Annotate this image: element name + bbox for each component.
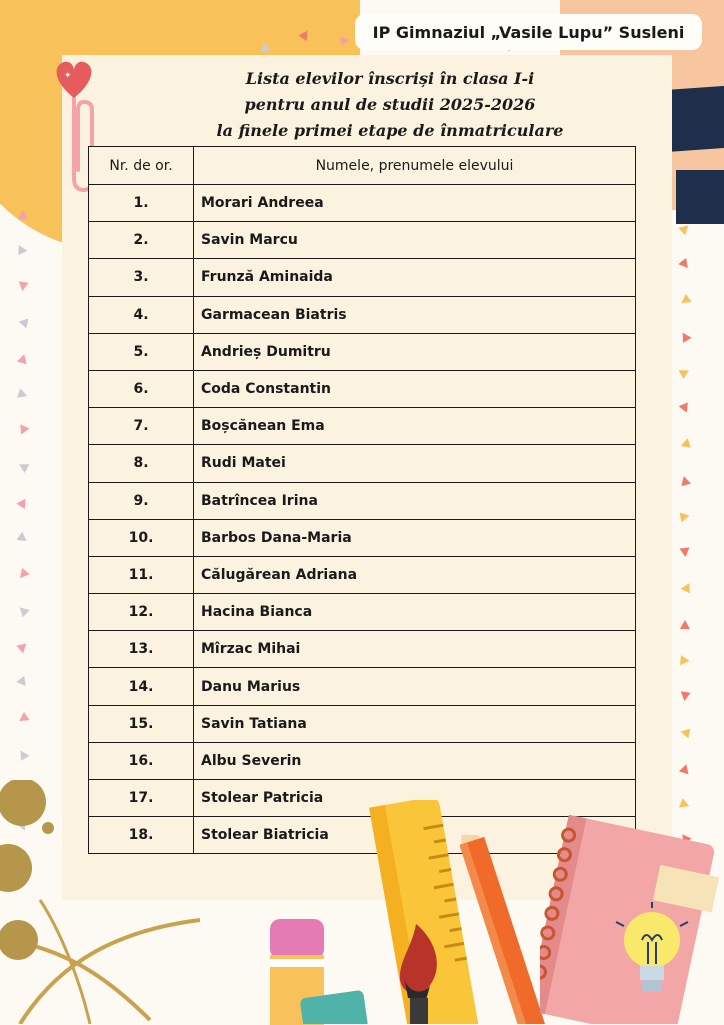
confetti-triangle bbox=[678, 294, 691, 307]
header-number: Nr. de or. bbox=[89, 147, 194, 185]
confetti-triangle bbox=[17, 281, 28, 291]
student-name: Călugărean Adriana bbox=[194, 556, 636, 593]
paintbrush-icon bbox=[386, 920, 456, 1024]
student-name: Mîrzac Mihai bbox=[194, 631, 636, 668]
title-line-2: pentru anul de studii 2025-2026 bbox=[244, 95, 536, 114]
row-number: 18. bbox=[89, 817, 194, 854]
table-row bbox=[89, 259, 636, 296]
table-row bbox=[89, 333, 636, 370]
row-number: 1. bbox=[89, 185, 194, 222]
table-row bbox=[89, 668, 636, 705]
table-row bbox=[89, 519, 636, 556]
table-row bbox=[89, 222, 636, 259]
table-row bbox=[89, 445, 636, 482]
confetti-triangle bbox=[678, 258, 691, 271]
row-number: 7. bbox=[89, 408, 194, 445]
student-name: Coda Constantin bbox=[194, 370, 636, 407]
page-title bbox=[140, 66, 640, 144]
confetti-triangle bbox=[16, 712, 29, 725]
navy-bar-bottom bbox=[676, 170, 724, 224]
confetti-triangle bbox=[16, 568, 29, 581]
table-row bbox=[89, 594, 636, 631]
row-number: 9. bbox=[89, 482, 194, 519]
table-row bbox=[89, 705, 636, 742]
teal-card-icon bbox=[298, 990, 368, 1024]
row-number: 17. bbox=[89, 780, 194, 817]
student-name: Batrîncea Irina bbox=[194, 482, 636, 519]
table-row bbox=[89, 631, 636, 668]
branch-icon bbox=[0, 780, 300, 1024]
confetti-triangle bbox=[680, 620, 690, 629]
title-line-1: Lista elevilor înscriși în clasa I-i bbox=[245, 69, 535, 88]
row-number: 14. bbox=[89, 668, 194, 705]
student-name: Savin Marcu bbox=[194, 222, 636, 259]
pencil-icon bbox=[460, 835, 550, 1024]
row-number: 5. bbox=[89, 333, 194, 370]
row-number: 2. bbox=[89, 222, 194, 259]
student-name: Garmacean Biatris bbox=[194, 296, 636, 333]
confetti-triangle bbox=[680, 583, 690, 593]
row-number: 3. bbox=[89, 259, 194, 296]
row-number: 11. bbox=[89, 556, 194, 593]
student-name: Stolear Patricia bbox=[194, 780, 636, 817]
row-number: 10. bbox=[89, 519, 194, 556]
table-row bbox=[89, 482, 636, 519]
row-number: 12. bbox=[89, 594, 194, 631]
table-header-row bbox=[89, 147, 636, 185]
confetti-triangle bbox=[680, 655, 690, 666]
school-name-badge bbox=[355, 14, 702, 50]
title-line-3: la finele primei etape de înmatriculare bbox=[216, 121, 564, 140]
student-name: Albu Severin bbox=[194, 742, 636, 779]
row-number: 16. bbox=[89, 742, 194, 779]
row-number: 8. bbox=[89, 445, 194, 482]
header-name: Numele, prenumele elevului bbox=[194, 147, 636, 185]
confetti-triangle bbox=[679, 402, 692, 414]
row-number: 4. bbox=[89, 296, 194, 333]
svg-text:✦: ✦ bbox=[64, 71, 72, 81]
table-row bbox=[89, 408, 636, 445]
school-name: IP Gimnaziul „Vasile Lupu” Susleni bbox=[372, 22, 685, 42]
confetti-triangle bbox=[679, 366, 692, 379]
student-name: Morari Andreea bbox=[194, 185, 636, 222]
confetti-triangle bbox=[18, 210, 28, 219]
student-name: Frunză Aminaida bbox=[194, 259, 636, 296]
student-name: Danu Marius bbox=[194, 668, 636, 705]
confetti-triangle bbox=[16, 640, 29, 653]
table-row bbox=[89, 185, 636, 222]
confetti-triangle bbox=[17, 460, 30, 473]
confetti-triangle bbox=[16, 676, 29, 689]
student-name: Stolear Biatricia bbox=[194, 817, 636, 854]
confetti-triangle bbox=[16, 748, 29, 761]
confetti-triangle bbox=[340, 35, 351, 46]
confetti-triangle bbox=[18, 317, 29, 329]
students-table bbox=[88, 146, 636, 854]
student-name: Barbos Dana-Maria bbox=[194, 519, 636, 556]
confetti-triangle bbox=[16, 604, 29, 617]
confetti-triangle bbox=[16, 532, 29, 545]
confetti-triangle bbox=[18, 245, 28, 256]
confetti-triangle bbox=[17, 424, 30, 436]
confetti-triangle bbox=[17, 388, 29, 400]
table-row bbox=[89, 370, 636, 407]
confetti-triangle bbox=[678, 330, 691, 343]
confetti-triangle bbox=[680, 511, 691, 523]
confetti-triangle bbox=[679, 691, 690, 701]
student-name: Hacina Bianca bbox=[194, 594, 636, 631]
confetti-triangle bbox=[16, 496, 29, 509]
confetti-triangle bbox=[679, 763, 691, 775]
confetti-triangle bbox=[679, 547, 690, 557]
lightbulb-icon bbox=[612, 900, 692, 1010]
row-number: 6. bbox=[89, 370, 194, 407]
student-name: Rudi Matei bbox=[194, 445, 636, 482]
table-row bbox=[89, 296, 636, 333]
student-name: Savin Tatiana bbox=[194, 705, 636, 742]
student-name: Andrieș Dumitru bbox=[194, 333, 636, 370]
student-name: Boșcănean Ema bbox=[194, 408, 636, 445]
table-row bbox=[89, 742, 636, 779]
confetti-triangle bbox=[679, 438, 691, 450]
table-row bbox=[89, 556, 636, 593]
confetti-triangle bbox=[17, 353, 29, 364]
row-number: 13. bbox=[89, 631, 194, 668]
confetti-triangle bbox=[679, 727, 690, 739]
confetti-triangle bbox=[679, 475, 691, 486]
row-number: 15. bbox=[89, 705, 194, 742]
